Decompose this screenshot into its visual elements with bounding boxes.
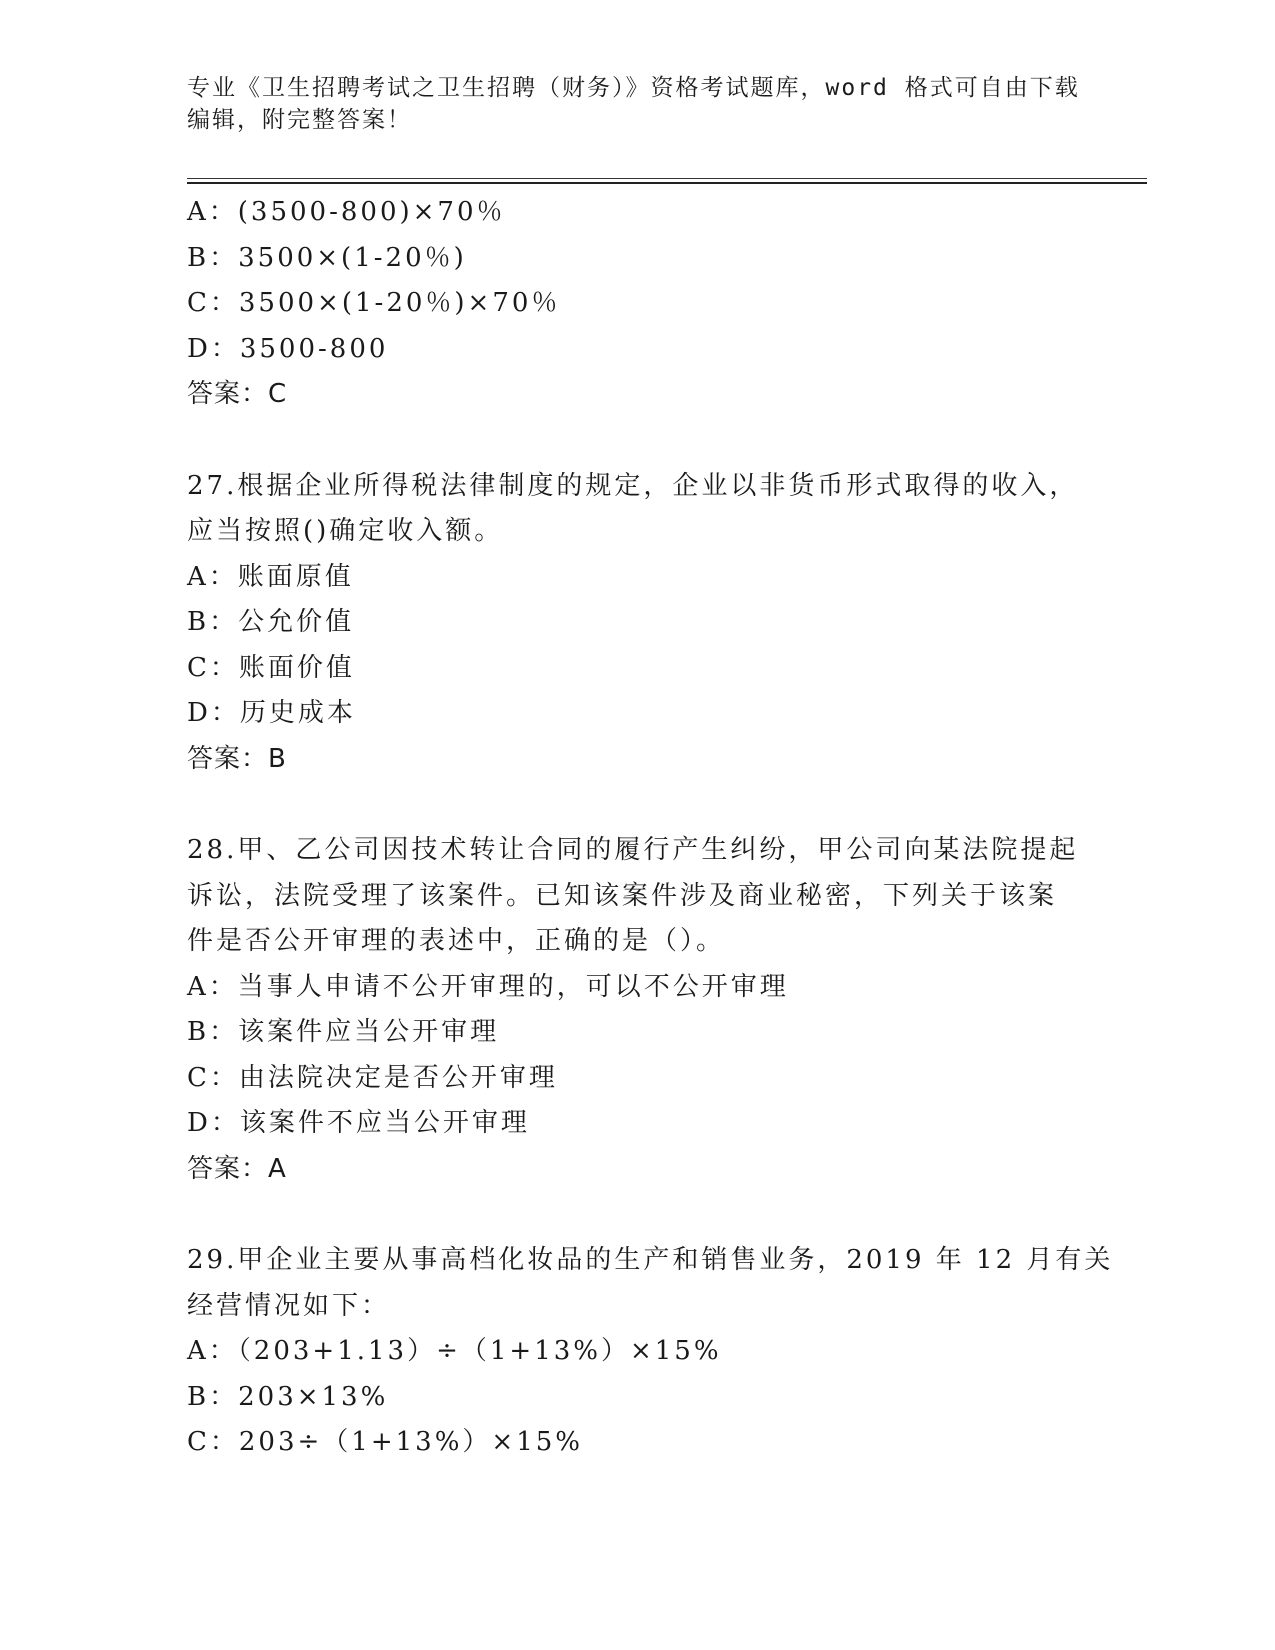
option-c: C：由法院决定是否公开审理 [187,1062,558,1093]
option-c: C：账面价值 [187,652,355,683]
answer: 答案：C [187,379,288,409]
question-stem-line: 28.甲、乙公司因技术转让合同的履行产生纠纷，甲公司向某法院提起 [187,835,1079,865]
option-b: B：该案件应当公开审理 [187,1017,500,1047]
question-stem-line: 27.根据企业所得税法律制度的规定，企业以非货币形式取得的收入， [187,470,1079,501]
question-27 [187,464,1087,783]
option-d: D：3500-800 [187,333,389,364]
option-c: C：3500×(1-20％)×70％ [187,288,561,318]
header-line-2: 编辑，附完整答案！ [187,107,412,133]
header-divider-thin [187,178,1147,179]
option-a: A：（203+1.13）÷（1+13%）×15% [187,1336,722,1366]
question-stem-line: 经营情况如下： [187,1290,391,1321]
question-stem-line: 诉讼，法院受理了该案件。已知该案件涉及商业秘密，下列关于该案 [187,880,1058,911]
question-26 [187,190,1087,418]
option-a: A：(3500-800)×70％ [187,197,506,227]
question-stem-line: 29.甲企业主要从事高档化妆品的生产和销售业务，2019 年 12 月有关 [187,1245,1114,1275]
document-header [187,72,1087,136]
header-line-1: 专业《卫生招聘考试之卫生招聘（财务）》资格考试题库，word 格式可自由下载 [187,75,1080,101]
answer: 答案：A [187,1153,287,1184]
option-b: B：公允价值 [187,607,355,637]
option-a: A：当事人申请不公开审理的，可以不公开审理 [187,971,789,1002]
question-list [187,190,1114,1466]
question-29 [187,1238,1114,1466]
option-d: D：该案件不应当公开审理 [187,1108,530,1138]
header-divider-thick [187,182,1147,184]
option-d: D：历史成本 [187,698,356,728]
option-a: A：账面原值 [187,561,354,592]
option-b: B：3500×(1-20％) [187,242,467,273]
question-stem-line: 应当按照()确定收入额。 [187,516,504,546]
option-b: B：203×13% [187,1381,389,1412]
question-stem-line: 件是否公开审理的表述中，正确的是（）。 [187,926,726,956]
answer: 答案：B [187,743,287,774]
option-c: C：203÷（1+13%）×15% [187,1427,583,1457]
question-28 [187,828,1087,1192]
